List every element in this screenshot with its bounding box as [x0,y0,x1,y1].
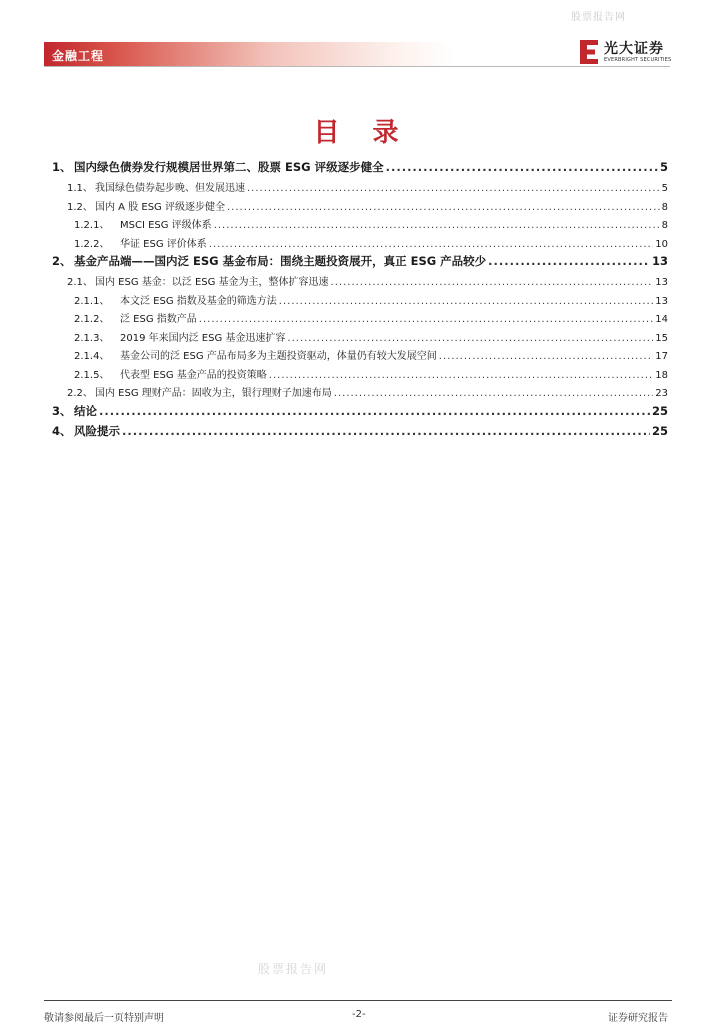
toc-entry-page: 5 [659,160,668,174]
toc-leader-dots [331,277,654,288]
toc-entry[interactable] [52,423,668,443]
toc-entry-label [52,423,120,439]
logo-name-cn: 光大证券 [604,41,664,57]
toc-entry-text: 国内 ESG 基金：以泛 ESG 基金为主，整体扩容迅速 [95,277,329,288]
page-number: -2- [352,1009,366,1020]
header-band [44,42,454,66]
toc-entry-page: 10 [655,238,668,250]
toc-entry-number: 2.2、 [67,388,93,399]
toc-entry[interactable] [52,216,668,235]
toc-entry[interactable] [52,235,668,254]
toc-entry-label [52,159,384,175]
toc-entry-page: 5 [661,183,668,194]
toc-entry-text: 基金公司的泛 ESG 产品布局多为主题投资驱动，体量仍有较大发展空间 [120,351,437,362]
footer-disclaimer: 敬请参阅最后一页特别声明 [44,1013,164,1024]
toc-entry-number: 1.2.1、 [74,220,110,231]
toc-entry-number: 1.2.2、 [74,238,110,250]
toc-entry-text: 基金产品端——国内泛 ESG 基金布局：围绕主题投资展开，真正 ESG 产品较少 [74,254,487,268]
toc-entry-text: 2019 年来国内泛 ESG 基金迅速扩容 [120,332,286,344]
toc-leader-dots [247,183,660,194]
toc-entry-label [74,235,207,250]
toc-leader-dots [334,388,653,399]
toc-leader-dots [279,296,653,307]
toc-entry-number: 1.2、 [67,201,93,213]
toc-entry-text: 国内 A 股 ESG 评级逐步健全 [95,201,225,213]
toc-entry[interactable] [52,403,668,423]
toc-entry-text: 国内 ESG 理财产品：固收为主，银行理财子加速布局 [95,388,332,399]
toc-leader-dots [269,370,653,381]
toc-entry-page: 25 [651,403,668,418]
toc-entry-text: 本文泛 ESG 指数及基金的筛选方法 [120,295,277,307]
toc-entry-page: 13 [655,295,668,307]
toc-entry-label [74,347,437,362]
toc-entry-label [74,216,212,231]
toc-leader-dots [386,160,658,174]
logo-name-en: EVERBRIGHT SECURITIES [604,57,672,63]
toc-entry-text: 风险提示 [74,423,120,438]
toc-entry-text: 我国绿色债券起步晚、但发展迅速 [95,183,245,194]
toc-entry-number: 2.1.1、 [74,295,110,307]
toc-entry-page: 13 [655,277,668,288]
toc-entry[interactable] [52,310,668,329]
table-of-contents [52,159,668,443]
toc-entry-page: 25 [651,423,668,438]
company-logo [580,38,676,68]
toc-entry-number: 2.1.5、 [74,369,110,381]
toc-entry-page: 15 [655,332,668,344]
toc-entry[interactable] [52,198,668,217]
toc-entry-label [67,179,245,194]
toc-entry-label [67,384,332,399]
toc-entry-label [74,292,277,307]
toc-entry-label [67,198,225,213]
toc-leader-dots [214,220,660,231]
toc-entry-label [67,273,329,288]
toc-entry-text: 国内绿色债券发行规模居世界第二、股票 ESG 评级逐步健全 [74,160,384,174]
toc-entry[interactable] [52,347,668,366]
toc-entry[interactable] [52,253,668,273]
toc-entry-text: 结论 [74,403,97,418]
toc-entry-text: 华证 ESG 评价体系 [120,238,207,250]
toc-entry-label [74,329,285,344]
toc-entry-page: 17 [655,351,668,362]
toc-leader-dots [488,254,650,268]
footer-divider [44,1000,672,1001]
toc-entry[interactable] [52,329,668,348]
toc-entry-number: 1、 [52,160,72,174]
toc-entry-number: 2.1.3、 [74,332,110,344]
section-label: 金融工程 [52,49,105,63]
toc-leader-dots [122,424,650,438]
toc-leader-dots [287,333,653,344]
toc-leader-dots [209,239,653,250]
toc-leader-dots [199,314,653,325]
toc-entry-page: 18 [655,369,668,381]
toc-entry-page: 8 [661,201,668,213]
toc-entry-text: 代表型 ESG 基金产品的投资策略 [120,369,267,381]
toc-entry-number: 2.1.4、 [74,351,110,362]
toc-leader-dots [439,351,653,362]
toc-leader-dots [227,202,660,213]
toc-entry-page: 14 [655,314,668,325]
footer-doc-type: 证券研究报告 [608,1013,668,1024]
toc-entry-page: 13 [651,254,668,268]
toc-entry-text: MSCI ESG 评级体系 [120,220,212,231]
header-divider [44,66,670,67]
toc-entry-label [74,310,197,325]
toc-entry-number: 4、 [52,423,72,438]
top-watermark: 股票报告网 [571,12,626,23]
logo-mark-icon [580,40,598,64]
toc-title: 目 录 [313,118,411,148]
toc-entry-page: 23 [655,388,668,399]
toc-entry[interactable] [52,273,668,292]
toc-entry-label [74,366,267,381]
toc-entry[interactable] [52,292,668,311]
toc-entry-number: 2.1、 [67,277,93,288]
toc-entry-text: 泛 ESG 指数产品 [120,314,197,325]
toc-entry[interactable] [52,159,668,179]
toc-entry-page: 8 [661,220,668,231]
toc-entry[interactable] [52,366,668,385]
toc-leader-dots [99,404,650,418]
toc-entry-label [52,403,97,419]
toc-entry-number: 1.1、 [67,183,93,194]
bottom-watermark: 股票报告网 [258,962,329,976]
toc-entry-number: 3、 [52,403,72,418]
toc-entry[interactable] [52,179,668,198]
toc-entry-label [52,253,486,269]
toc-entry-number: 2.1.2、 [74,314,110,325]
toc-entry[interactable] [52,384,668,403]
toc-entry-number: 2、 [52,254,72,268]
